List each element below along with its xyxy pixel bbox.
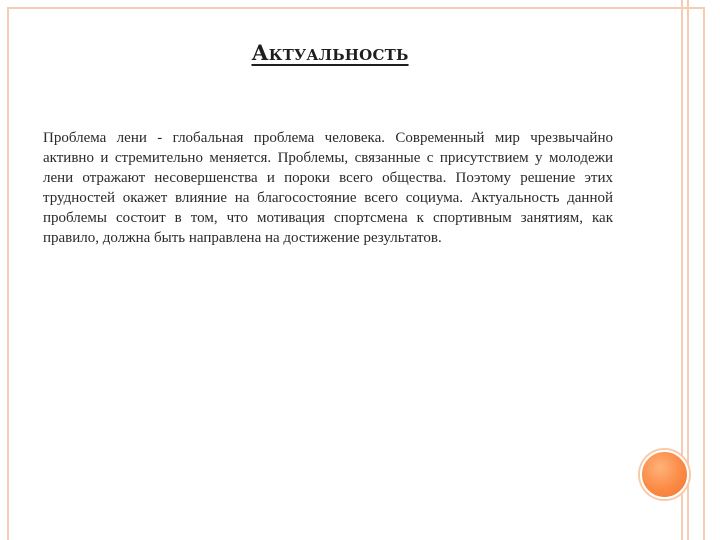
decorative-orange-circle [640, 450, 689, 499]
slide-vertical-rule-inner [687, 0, 689, 540]
slide-body-paragraph: Проблема лени - глобальная проблема человека. Современный мир чрезвычайно активно и стремительно меняется. Проблемы, связанные с присутствием у молодежи лени отражают несовершенства и пороки всего общества. Поэтому решение этих трудностей окажет влияние на благосостояние всего социума. Актуальность данной проблемы состоит в том, что мотивация спортсмена к спортивным занятиям, как правило, должна быть направлена на достижение результатов. [43, 130, 613, 246]
slide-frame-border [7, 7, 705, 540]
slide-title: Актуальность [251, 40, 409, 65]
